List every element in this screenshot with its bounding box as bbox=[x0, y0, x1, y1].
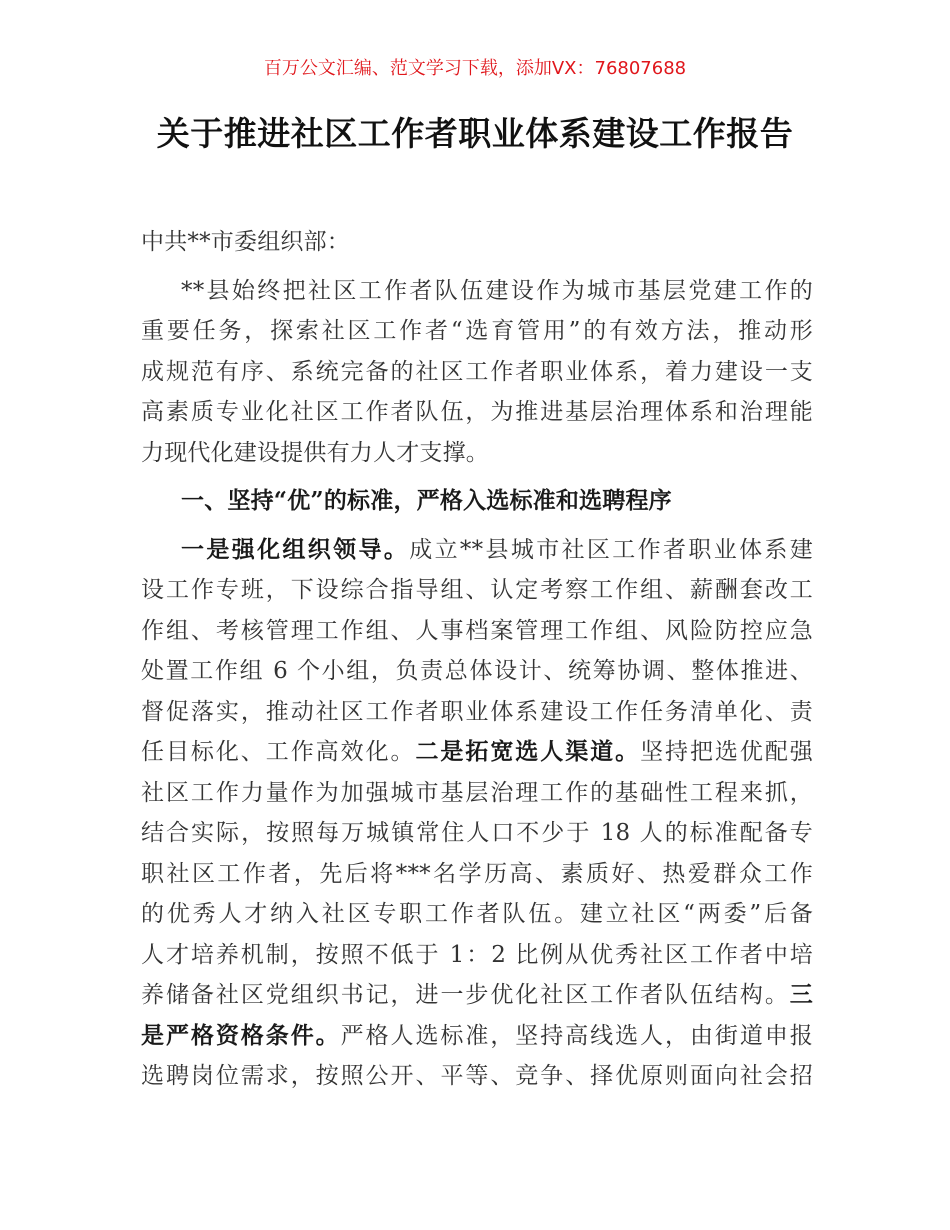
bold-lead: 一是强化组织领导。 bbox=[181, 535, 410, 563]
text-line: 成规范有序、系统完备的社区工作者职业体系，着力建设一支 bbox=[141, 358, 813, 385]
text-line: 结合实际，按照每万城镇常住人口不少于 18 人的标准配备专 bbox=[141, 820, 813, 846]
text-line: 设工作专班，下设综合指导组、认定考察工作组、薪酬套改工 bbox=[141, 577, 813, 603]
section-paragraph bbox=[141, 530, 813, 1097]
text-line bbox=[141, 1016, 813, 1057]
text-line: 社区工作力量作为加强城市基层治理工作的基础性工程来抓， bbox=[141, 779, 813, 806]
text-line: 职社区工作者，先后将***名学历高、素质好、热爱群众工作 bbox=[141, 860, 813, 887]
section-heading: 一、坚持“优”的标准，严格入选标准和选聘程序 bbox=[181, 487, 672, 514]
text-span: 坚持把选优配强 bbox=[640, 739, 813, 765]
text-span: 养储备社区党组织书记，进一步优化社区工作者队伍结构。 bbox=[141, 982, 790, 1008]
text-line bbox=[141, 732, 813, 773]
text-line: 选聘岗位需求，按照公开、平等、竞争、择优原则面向社会招 bbox=[141, 1063, 813, 1089]
salutation: 中共**市委组织部： bbox=[141, 229, 350, 255]
text-line bbox=[141, 530, 813, 571]
text-span: 成立**县城市社区工作者职业体系建 bbox=[409, 536, 813, 563]
document-title: 关于推进社区工作者职业体系建设工作报告 bbox=[156, 114, 794, 153]
text-line: **县始终把社区工作者队伍建设作为城市基层党建工作的 bbox=[181, 277, 813, 304]
text-line: 作组、考核管理工作组、人事档案管理工作组、风险防控应急 bbox=[141, 617, 813, 644]
intro-paragraph bbox=[141, 271, 813, 474]
text-line: 高素质专业化社区工作者队伍，为推进基层治理体系和治理能 bbox=[141, 399, 813, 425]
text-line: 的优秀人才纳入社区专职工作者队伍。建立社区“两委”后备 bbox=[141, 901, 813, 927]
text-line: 人才培养机制，按照不低于 1：2 比例从优秀社区工作者中培 bbox=[141, 941, 813, 968]
promo-banner: 百万公文汇编、范文学习下载，添加VX：76807688 bbox=[263, 58, 687, 79]
text-line: 力现代化建设提供有力人才支撑。 bbox=[141, 439, 489, 466]
text-line bbox=[141, 975, 813, 1016]
bold-lead: 二是拓宽选人渠道。 bbox=[415, 738, 641, 765]
text-line: 督促落实，推动社区工作者职业体系建设工作任务清单化、责 bbox=[141, 698, 813, 725]
text-line: 处置工作组 6 个小组，负责总体设计、统筹协调、整体推进、 bbox=[141, 658, 813, 684]
bold-lead: 三 bbox=[789, 981, 813, 1008]
text-line: 重要任务，探索社区工作者“选育管用”的有效方法，推动形 bbox=[141, 318, 813, 344]
document-body bbox=[141, 222, 813, 1097]
text-span: 严格人选标准，坚持高线选人，由街道申报 bbox=[340, 1022, 813, 1049]
text-span: 任目标化、工作高效化。 bbox=[141, 739, 416, 765]
bold-lead: 是严格资格条件。 bbox=[141, 1021, 341, 1049]
